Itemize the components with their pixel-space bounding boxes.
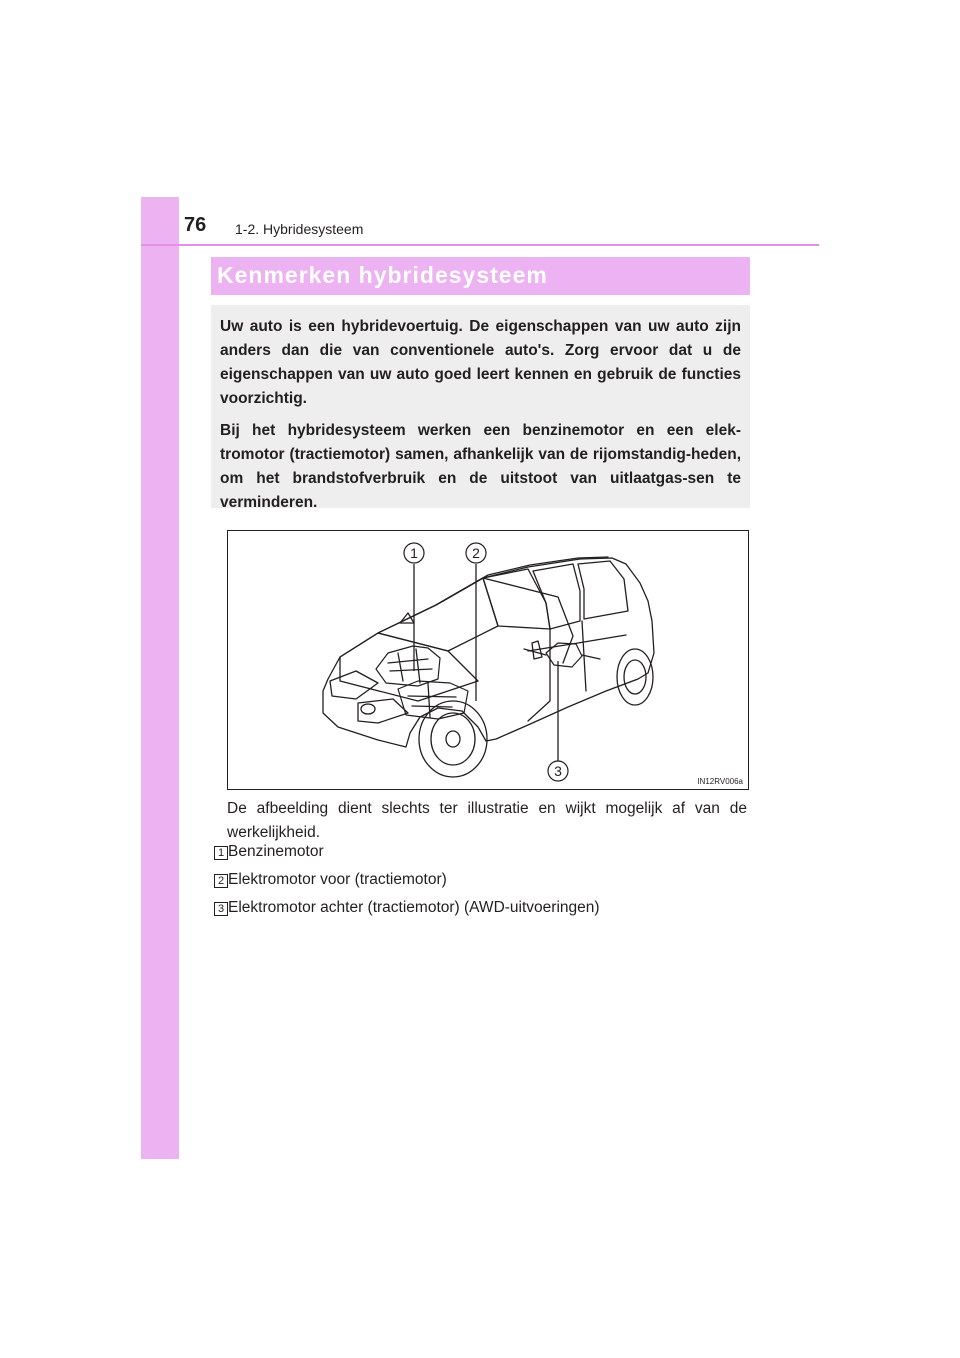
figure-caption: De afbeelding dient slechts ter illustratie en wijkt mogelijk af van de werkelijkheid. (227, 800, 747, 841)
callout-3-label: 3 (554, 763, 562, 779)
engine-shape (376, 646, 440, 686)
car-body-outline (323, 558, 654, 747)
page-number: 76 (184, 214, 207, 236)
section-title-bar (211, 257, 750, 295)
legend-text: Benzinemotor (228, 843, 324, 860)
side-tab-strip (141, 197, 179, 1159)
legend-text: Elektromotor voor (tractiemotor) (228, 871, 447, 888)
intro-paragraph: Bij het hybridesysteem werken een benzinemotor en een elek-tromotor (tractiemotor) samen, afhankelijk van de rijomstandig-heden, om het brandstofverbruik en de uitstoot van uitlaatgas-sen te verminderen. (220, 422, 741, 511)
callout-1-label: 1 (410, 545, 418, 561)
intro-paragraph: Uw auto is een hybridevoertuig. De eigenschappen van uw auto zijn anders dan die van conventionele auto's. Zorg ervoor dat u de eigenschappen van uw auto goed leert kennen en gebruik de functies voorzichtig. (220, 318, 741, 407)
vehicle-illustration (227, 530, 749, 790)
legend-number: 2 (214, 874, 228, 888)
car-drawing (228, 531, 750, 791)
chapter-label: 1-2. Hybridesysteem (235, 221, 364, 237)
header-rule (141, 244, 819, 246)
legend-number: 1 (214, 846, 228, 860)
intro-box (211, 305, 750, 511)
section-title: Kenmerken hybridesysteem (217, 262, 548, 288)
figure-code: IN12RV006a (697, 777, 743, 786)
legend-number: 3 (214, 902, 228, 916)
callout-2-label: 2 (472, 545, 480, 561)
legend-text: Elektromotor achter (tractiemotor) (AWD-uitvoeringen) (228, 899, 600, 916)
